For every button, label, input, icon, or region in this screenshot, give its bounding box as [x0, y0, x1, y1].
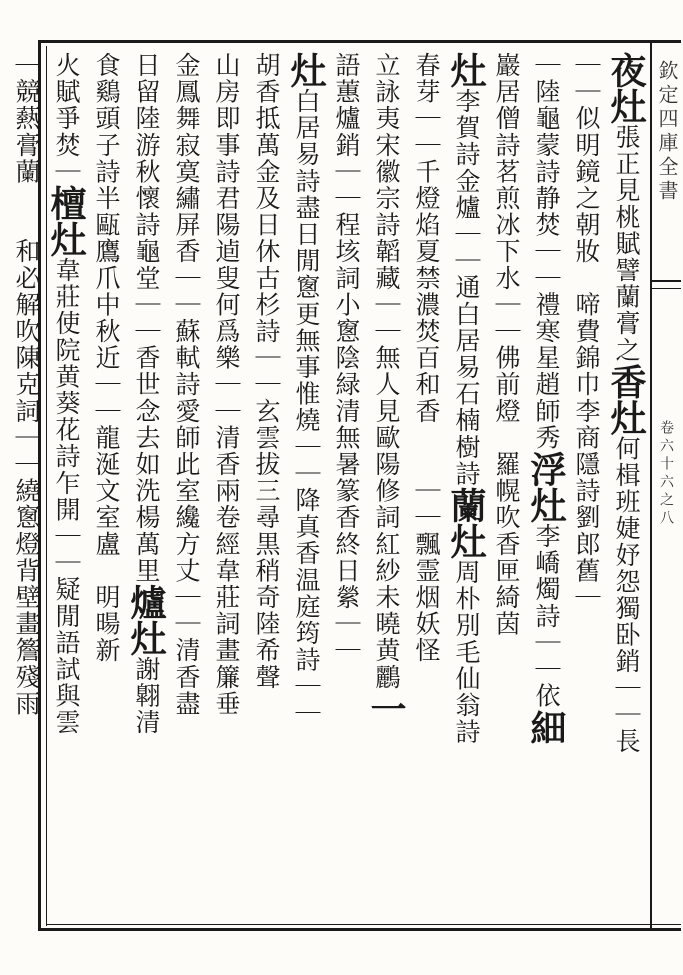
text-segment: 何楫班婕妤怨獨卧銷｜｜長 — [612, 435, 641, 755]
text-segment: 張正見桃賦譬蘭膏之 — [612, 124, 641, 364]
text-column — [526, 52, 566, 920]
text-segment: 詠夷宋徽宗詩韜藏｜｜無人見歐陽修詞紅紗未曉黄鸝 — [372, 78, 401, 691]
text-column — [406, 52, 446, 920]
text-segment: 和必解吹陳克詞｜｜繞窻燈背壁畫簷殘雨 — [12, 238, 41, 718]
text-segment: 李賀詩金爐｜｜通白居易石楠樹詩 — [452, 88, 481, 487]
text-segment — [572, 265, 601, 292]
text-segment: 山房即事詩君陽逌叟何爲樂｜｜清香兩卷經韋莊詞畫簾垂 — [212, 52, 241, 717]
entry-heading: 浮灶 — [525, 451, 567, 523]
text-segment: ｜｜飄霊烟妖怪 — [412, 477, 441, 664]
text-column — [246, 52, 286, 920]
entry-heading: 一 — [365, 690, 407, 727]
text-segment: 周朴別毛仙翁詩 — [452, 559, 481, 746]
text-column — [6, 52, 46, 920]
text-column — [286, 52, 326, 920]
entry-heading: 灶 — [285, 52, 327, 88]
entry-heading: 夜灶 — [605, 52, 647, 124]
entry-heading: 蘭灶 — [445, 487, 487, 559]
text-segment: 韋莊使院黄葵花詩乍開｜｜疑閒語試與雲 — [52, 257, 81, 736]
text-column — [446, 52, 486, 920]
text-column — [566, 52, 606, 920]
text-segment — [12, 185, 41, 238]
frame-bottom-inner-border — [46, 924, 681, 925]
volume-label: 卷六十六之八 — [658, 420, 674, 528]
text-column — [46, 52, 86, 920]
text-segment: 明暘新 — [92, 584, 121, 664]
text-segment: 謝翺清 — [132, 656, 161, 736]
text-column — [366, 52, 406, 920]
text-segment: ｜陸龜蒙詩静焚｜｜禮寒星趙師秀 — [532, 52, 561, 451]
text-segment: 春芽｜｜千燈焰夏禁濃焚百和香 — [412, 52, 441, 425]
entry-heading: 細 — [525, 709, 567, 746]
text-segment — [412, 424, 441, 477]
text-segment: 日留陸游秋懷詩龜堂｜｜香世念去如洗楊萬里 — [132, 52, 161, 584]
text-column — [606, 52, 646, 920]
text-segment: 啼費錦巾李商隱詩劉郎舊｜ — [572, 291, 601, 611]
text-columns — [12, 52, 647, 920]
text-segment: 胡香抵萬金及日休古杉詩｜｜玄雲拔三尋黒稍奇陸希聲 — [252, 52, 281, 691]
entry-heading: 爐灶 — [125, 584, 167, 656]
text-column — [206, 52, 246, 920]
text-segment: 李嶠燭詩｜｜依 — [532, 523, 561, 710]
frame-top-border — [40, 40, 681, 43]
entry-heading: 檀灶 — [45, 185, 87, 257]
text-column — [126, 52, 166, 920]
text-segment: 金鳳舞寂寞繡屏香｜｜蘇軾詩愛師此室纔方丈｜｜清香盡 — [172, 52, 201, 717]
frame-bottom-border — [40, 928, 681, 931]
fold-separator — [650, 280, 681, 282]
text-segment — [92, 557, 121, 584]
book-title: 欽定四庫全書 — [655, 60, 679, 204]
entry-heading: 香灶 — [605, 363, 647, 436]
text-segment — [492, 424, 521, 451]
text-column — [326, 52, 366, 920]
text-column — [166, 52, 206, 920]
text-segment: 火賦爭焚｜ — [52, 52, 81, 185]
text-segment: 語蕙爐銷｜｜程垓詞小窻陰緑清無暑篆香終日縈｜｜ — [332, 52, 361, 664]
text-column — [86, 52, 126, 920]
text-segment: 立 — [372, 52, 401, 79]
text-segment: 巖居僧詩茗煎冰下水｜｜佛前燈 — [492, 52, 521, 425]
text-segment: 白居易詩盡日閒窻更無事惟燒｜｜降真香温庭筠詩｜｜ — [292, 88, 321, 727]
text-segment: 食鷄頭子詩半甌鷹爪中秋近｜｜龍涎文室盧 — [92, 52, 121, 558]
text-segment: 羅幌吹香匣綺茵 — [492, 451, 521, 638]
fold-separator-thin — [650, 288, 681, 289]
text-column — [486, 52, 526, 920]
text-segment: ｜｜似明鏡之朝妝 — [572, 52, 601, 265]
entry-heading: 灶 — [445, 52, 487, 88]
text-segment: ｜競爇膏蘭 — [12, 52, 41, 185]
